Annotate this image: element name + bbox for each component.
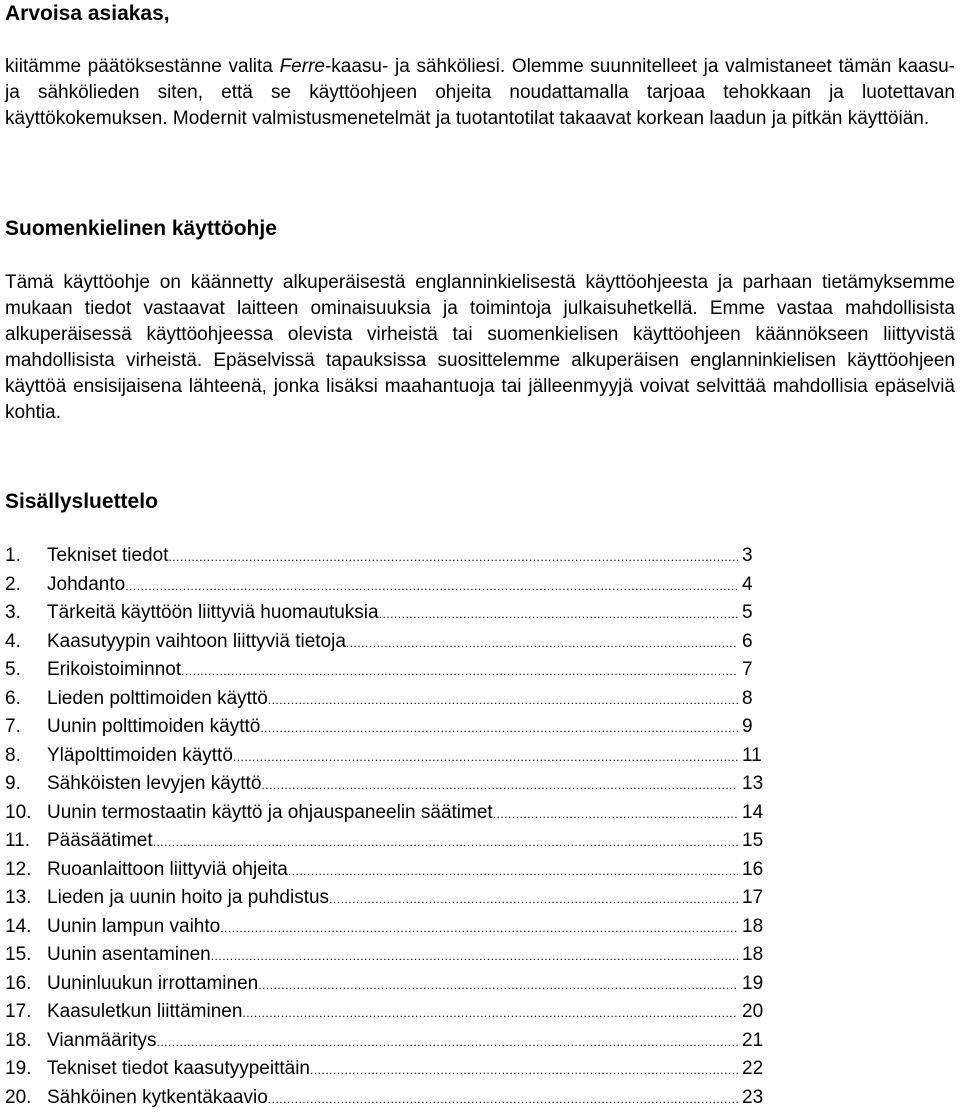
toc-entry[interactable]: [5, 884, 770, 913]
toc-heading: Sisällysluettelo: [5, 490, 158, 514]
table-of-contents: [5, 542, 770, 1112]
toc-entry-title: Uuninluukun irrottaminen: [47, 970, 258, 999]
toc-entry-number: 14.: [5, 913, 47, 942]
toc-entry-number: 2.: [5, 571, 47, 600]
toc-entry-number: 15.: [5, 941, 47, 970]
toc-entry[interactable]: [5, 941, 770, 970]
toc-dot-leader: [153, 828, 738, 857]
toc-entry-page: 16: [738, 856, 770, 885]
toc-entry-page: 18: [738, 913, 770, 942]
guide-heading: Suomenkielinen käyttöohje: [5, 217, 277, 241]
toc-entry[interactable]: [5, 599, 770, 628]
toc-entry-page: 21: [738, 1027, 770, 1056]
toc-dot-leader: [260, 714, 738, 743]
toc-entry-title: Uunin termostaatin käyttö ja ohjauspaneelin säätimet: [47, 799, 493, 828]
intro-part1: kiitämme päätöksestänne valita: [5, 56, 280, 77]
toc-entry-page: 8: [738, 685, 770, 714]
brand-name: Ferre: [280, 56, 325, 77]
toc-entry-number: 12.: [5, 856, 47, 885]
toc-entry-number: 13.: [5, 884, 47, 913]
toc-dot-leader: [220, 914, 738, 943]
toc-entry-page: 7: [738, 656, 770, 685]
toc-entry[interactable]: [5, 628, 770, 657]
toc-entry-number: 20.: [5, 1084, 47, 1113]
toc-entry[interactable]: [5, 742, 770, 771]
toc-entry-number: 19.: [5, 1055, 47, 1084]
toc-dot-leader: [125, 572, 738, 601]
greeting: Arvoisa asiakas,: [5, 2, 170, 26]
toc-entry-page: 4: [738, 571, 770, 600]
toc-entry-number: 4.: [5, 628, 47, 657]
toc-dot-leader: [258, 971, 738, 1000]
toc-entry-title: Erikoistoiminnot: [47, 656, 181, 685]
toc-entry[interactable]: [5, 998, 770, 1027]
toc-entry-number: 6.: [5, 685, 47, 714]
toc-entry-number: 11.: [5, 827, 47, 856]
toc-dot-leader: [310, 1056, 738, 1085]
toc-dot-leader: [268, 686, 738, 715]
toc-entry-page: 20: [738, 998, 770, 1027]
toc-dot-leader: [168, 543, 738, 572]
toc-entry-number: 17.: [5, 998, 47, 1027]
guide-paragraph: Tämä käyttöohje on käännetty alkuperäisestä englanninkielisestä käyttöohjeesta ja parhaan tietämyksemme mukaan tiedot vastaavat laitteen ominaisuuksia ja toimintoja julkaisuhetkellä. Emme vastaa mahdollisista alkuperäisessä käyttöohjeessa olevista virheistä tai suomenkielisen käyttöohjeen käännökseen liittyvistä mahdollisista virheistä. Epäselvissä tapauksissa suosittelemme alkuperäisen englanninkielisen käyttöohjeen käyttöä ensisijaisena lähteenä, jonka lisäksi maahantuoja tai jälleenmyyjä voivat selvittää mahdollisia epäselviä kohtia.: [5, 270, 955, 426]
toc-entry[interactable]: [5, 856, 770, 885]
toc-entry[interactable]: [5, 571, 770, 600]
toc-entry[interactable]: [5, 913, 770, 942]
toc-entry-title: Ruoanlaittoon liittyviä ohjeita: [47, 856, 288, 885]
toc-entry-page: 14: [738, 799, 770, 828]
toc-entry-number: 18.: [5, 1027, 47, 1056]
toc-entry[interactable]: [5, 770, 770, 799]
toc-entry-title: Sähköisten levyjen käyttö: [47, 770, 261, 799]
toc-dot-leader: [493, 800, 738, 829]
toc-dot-leader: [329, 885, 738, 914]
toc-entry-page: 19: [738, 970, 770, 999]
toc-dot-leader: [268, 1085, 738, 1113]
intro-paragraph: [5, 54, 955, 132]
toc-entry-page: 13: [738, 770, 770, 799]
toc-entry-number: 1.: [5, 542, 47, 571]
toc-dot-leader: [156, 1028, 738, 1057]
toc-entry-title: Lieden polttimoiden käyttö: [47, 685, 268, 714]
toc-entry-title: Johdanto: [47, 571, 125, 600]
toc-entry-page: 22: [738, 1055, 770, 1084]
toc-entry-number: 7.: [5, 713, 47, 742]
toc-entry[interactable]: [5, 1084, 770, 1113]
toc-dot-leader: [261, 771, 738, 800]
toc-dot-leader: [211, 942, 738, 971]
toc-entry-number: 3.: [5, 599, 47, 628]
toc-entry-title: Kaasutyypin vaihtoon liittyviä tietoja: [47, 628, 346, 657]
toc-dot-leader: [242, 999, 738, 1028]
toc-entry-page: 5: [738, 599, 770, 628]
toc-entry-title: Tekniset tiedot: [47, 542, 168, 571]
toc-entry-title: Kaasuletkun liittäminen: [47, 998, 242, 1027]
toc-entry[interactable]: [5, 970, 770, 999]
toc-entry-title: Yläpolttimoiden käyttö: [47, 742, 233, 771]
toc-entry-page: 23: [738, 1084, 770, 1113]
toc-entry-title: Uunin asentaminen: [47, 941, 211, 970]
toc-entry-page: 9: [738, 713, 770, 742]
toc-entry-title: Uunin lampun vaihto: [47, 913, 220, 942]
toc-entry-title: Uunin polttimoiden käyttö: [47, 713, 260, 742]
toc-entry-title: Tärkeitä käyttöön liittyviä huomautuksia: [47, 599, 379, 628]
toc-entry-title: Vianmääritys: [47, 1027, 156, 1056]
toc-dot-leader: [233, 743, 738, 772]
toc-entry[interactable]: [5, 656, 770, 685]
toc-dot-leader: [181, 657, 738, 686]
toc-entry[interactable]: [5, 542, 770, 571]
toc-entry-page: 11: [738, 742, 770, 771]
toc-entry[interactable]: [5, 713, 770, 742]
toc-entry-title: Sähköinen kytkentäkaavio: [47, 1084, 268, 1113]
toc-entry-number: 8.: [5, 742, 47, 771]
toc-entry[interactable]: [5, 799, 770, 828]
toc-entry-title: Pääsäätimet: [47, 827, 153, 856]
toc-entry-number: 9.: [5, 770, 47, 799]
toc-entry-number: 16.: [5, 970, 47, 999]
toc-dot-leader: [346, 629, 738, 658]
toc-entry-page: 6: [738, 628, 770, 657]
toc-dot-leader: [288, 857, 738, 886]
toc-entry-page: 15: [738, 827, 770, 856]
toc-entry-page: 3: [738, 542, 770, 571]
toc-entry-page: 18: [738, 941, 770, 970]
toc-entry[interactable]: [5, 685, 770, 714]
toc-entry-number: 5.: [5, 656, 47, 685]
intro-part2: -kaasu- ja sähköliesi. Olemme suunnitelleet ja valmistaneet tämän kaasu- ja sähkölieden siten, että se käyttöohjeen ohjeita noudattamalla tarjoaa tehokkaan ja luotettavan käyttökokemuksen. Modernit valmistusmenetelmät ja tuotantotilat takaavat korkean laadun ja pitkän käyttöiän.: [5, 56, 955, 129]
toc-entry-title: Lieden ja uunin hoito ja puhdistus: [47, 884, 329, 913]
toc-entry-number: 10.: [5, 799, 47, 828]
toc-entry-title: Tekniset tiedot kaasutyypeittäin: [47, 1055, 310, 1084]
toc-entry-page: 17: [738, 884, 770, 913]
toc-dot-leader: [379, 600, 738, 629]
toc-entry[interactable]: [5, 827, 770, 856]
toc-entry[interactable]: [5, 1055, 770, 1084]
toc-entry[interactable]: [5, 1027, 770, 1056]
